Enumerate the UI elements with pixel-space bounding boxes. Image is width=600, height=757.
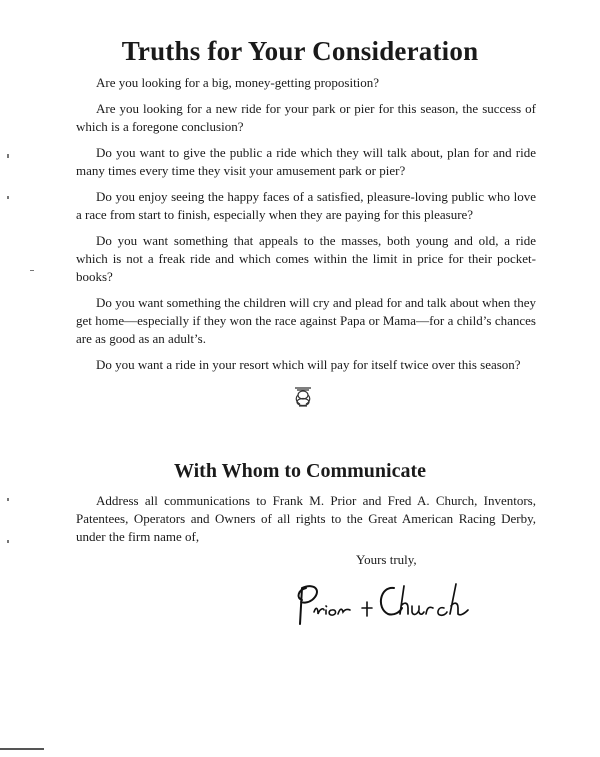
question-paragraph: Do you enjoy seeing the happy faces of a satisfied, pleasure-loving public who love a race from start to finish, especially when they are paying for this pleasure? bbox=[76, 189, 536, 222]
question-paragraph: Do you want to give the public a ride which they will talk about, plan for and ride many times every time they visit your amusement park or pier? bbox=[76, 145, 536, 178]
scan-speck bbox=[7, 540, 9, 543]
scan-speck bbox=[7, 196, 9, 199]
question-paragraph: Do you want something the children will cry and plead for and talk about when they get home—especially if they won the race against Papa or Mama—for a child’s chances are as good as an adult’s. bbox=[76, 295, 536, 346]
bottom-edge-rule bbox=[0, 748, 44, 750]
question-paragraph: Are you looking for a big, money-getting proposition? bbox=[96, 75, 380, 90]
closing-salutation: Yours truly, bbox=[356, 552, 417, 567]
signature-image bbox=[288, 578, 502, 630]
scan-speck bbox=[7, 154, 9, 158]
communicate-heading: With Whom to Communicate bbox=[173, 460, 427, 482]
question-paragraph: Do you want something that appeals to the masses, both young and old, a ride which is not a freak ride and which comes within the limit in price for their pocket-books? bbox=[76, 233, 536, 284]
question-paragraph: Do you want a ride in your resort which will pay for itself twice over this season? bbox=[96, 357, 521, 372]
communicate-paragraph: Address all communications to Frank M. Prior and Fred A. Church, Inventors, Patentees, Operators and Owners of all rights to the Great American Racing Derby, under the firm name of, bbox=[76, 493, 536, 544]
scan-speck bbox=[7, 498, 9, 501]
communicate-section bbox=[76, 492, 536, 554]
scan-speck bbox=[30, 270, 34, 271]
questions-section bbox=[76, 74, 536, 382]
emblem-ornament-icon bbox=[292, 385, 314, 409]
page-title: Truths for Your Consideration bbox=[121, 36, 479, 66]
question-paragraph: Are you looking for a new ride for your park or pier for this season, the success of which is a foregone conclusion? bbox=[76, 101, 536, 134]
